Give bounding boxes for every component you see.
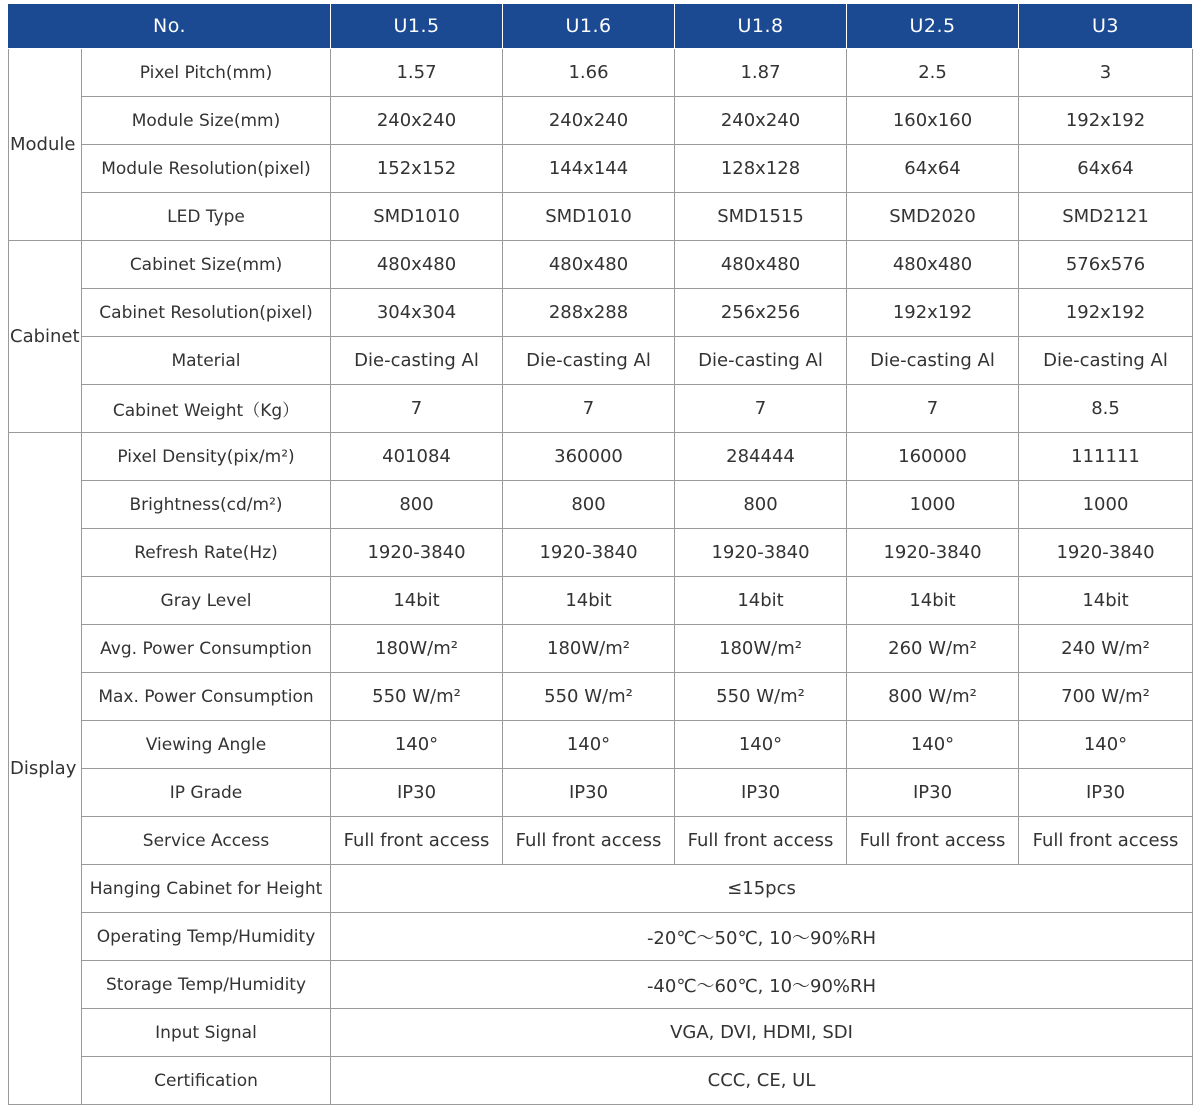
parameter-name: Hanging Cabinet for Height	[82, 865, 331, 913]
table-row	[9, 529, 1193, 577]
value-cell: Die-casting Al	[847, 337, 1019, 385]
spec-body	[9, 49, 1193, 1105]
value-cell: 14bit	[503, 577, 675, 625]
value-cell: SMD1010	[503, 193, 675, 241]
table-row	[9, 673, 1193, 721]
value-cell: 240 W/m²	[1019, 625, 1193, 673]
parameter-name: Cabinet Size(mm)	[82, 241, 331, 289]
parameter-name: Service Access	[82, 817, 331, 865]
value-cell: 3	[1019, 49, 1193, 97]
parameter-name: Brightness(cd/m²)	[82, 481, 331, 529]
table-row	[9, 721, 1193, 769]
value-cell: Full front access	[503, 817, 675, 865]
value-cell: 64x64	[847, 145, 1019, 193]
parameter-name: Avg. Power Consumption	[82, 625, 331, 673]
merged-value-cell: -20℃～50℃, 10～90%RH	[331, 913, 1193, 961]
value-cell: 7	[675, 385, 847, 433]
value-cell: 1920-3840	[331, 529, 503, 577]
value-cell: 304x304	[331, 289, 503, 337]
value-cell: 128x128	[675, 145, 847, 193]
value-cell: 550 W/m²	[503, 673, 675, 721]
value-cell: 140°	[503, 721, 675, 769]
value-cell: 192x192	[847, 289, 1019, 337]
value-cell: 240x240	[331, 97, 503, 145]
value-cell: 1.87	[675, 49, 847, 97]
value-cell: IP30	[847, 769, 1019, 817]
header-model: U1.8	[675, 4, 847, 49]
merged-value-cell: ≤15pcs	[331, 865, 1193, 913]
value-cell: 480x480	[503, 241, 675, 289]
group-label: Cabinet	[9, 241, 82, 433]
table-row	[9, 1057, 1193, 1105]
value-cell: 14bit	[675, 577, 847, 625]
value-cell: 288x288	[503, 289, 675, 337]
value-cell: 550 W/m²	[675, 673, 847, 721]
group-label: Display	[9, 433, 82, 1105]
value-cell: SMD1515	[675, 193, 847, 241]
value-cell: 7	[847, 385, 1019, 433]
parameter-name: Pixel Pitch(mm)	[82, 49, 331, 97]
value-cell: 800 W/m²	[847, 673, 1019, 721]
value-cell: Full front access	[847, 817, 1019, 865]
value-cell: 160x160	[847, 97, 1019, 145]
value-cell: Die-casting Al	[1019, 337, 1193, 385]
value-cell: 14bit	[847, 577, 1019, 625]
value-cell: Die-casting Al	[331, 337, 503, 385]
value-cell: 2.5	[847, 49, 1019, 97]
value-cell: 1920-3840	[503, 529, 675, 577]
value-cell: 180W/m²	[503, 625, 675, 673]
value-cell: 1.66	[503, 49, 675, 97]
value-cell: 144x144	[503, 145, 675, 193]
value-cell: 480x480	[331, 241, 503, 289]
parameter-name: Operating Temp/Humidity	[82, 913, 331, 961]
value-cell: 550 W/m²	[331, 673, 503, 721]
table-row	[9, 1009, 1193, 1057]
group-label: Module	[9, 49, 82, 241]
table-row	[9, 577, 1193, 625]
parameter-name: Module Resolution(pixel)	[82, 145, 331, 193]
table-row	[9, 817, 1193, 865]
value-cell: 152x152	[331, 145, 503, 193]
value-cell: 256x256	[675, 289, 847, 337]
value-cell: 1920-3840	[1019, 529, 1193, 577]
table-row	[9, 625, 1193, 673]
value-cell: IP30	[675, 769, 847, 817]
value-cell: Full front access	[331, 817, 503, 865]
merged-value-cell: CCC, CE, UL	[331, 1057, 1193, 1105]
value-cell: 240x240	[503, 97, 675, 145]
header-model: U3	[1019, 4, 1193, 49]
value-cell: 1000	[847, 481, 1019, 529]
table-row	[9, 241, 1193, 289]
value-cell: 64x64	[1019, 145, 1193, 193]
value-cell: 1.57	[331, 49, 503, 97]
value-cell: IP30	[331, 769, 503, 817]
value-cell: 480x480	[675, 241, 847, 289]
value-cell: SMD1010	[331, 193, 503, 241]
value-cell: 284444	[675, 433, 847, 481]
parameter-name: Certification	[82, 1057, 331, 1105]
value-cell: 140°	[847, 721, 1019, 769]
value-cell: Full front access	[1019, 817, 1193, 865]
value-cell: 1920-3840	[847, 529, 1019, 577]
value-cell: 576x576	[1019, 241, 1193, 289]
value-cell: 800	[675, 481, 847, 529]
value-cell: 7	[503, 385, 675, 433]
parameter-name: Pixel Density(pix/m²)	[82, 433, 331, 481]
value-cell: 14bit	[331, 577, 503, 625]
value-cell: 800	[331, 481, 503, 529]
value-cell: IP30	[1019, 769, 1193, 817]
parameter-name: Max. Power Consumption	[82, 673, 331, 721]
value-cell: 192x192	[1019, 97, 1193, 145]
value-cell: 111111	[1019, 433, 1193, 481]
parameter-name: Gray Level	[82, 577, 331, 625]
value-cell: Die-casting Al	[675, 337, 847, 385]
value-cell: 360000	[503, 433, 675, 481]
value-cell: SMD2020	[847, 193, 1019, 241]
parameter-name: Storage Temp/Humidity	[82, 961, 331, 1009]
table-row	[9, 913, 1193, 961]
value-cell: 240x240	[675, 97, 847, 145]
value-cell: 14bit	[1019, 577, 1193, 625]
value-cell: 1920-3840	[675, 529, 847, 577]
value-cell: 180W/m²	[331, 625, 503, 673]
table-row	[9, 385, 1193, 433]
value-cell: 260 W/m²	[847, 625, 1019, 673]
parameter-name: Cabinet Weight（Kg）	[82, 385, 331, 433]
header-model: U2.5	[847, 4, 1019, 49]
parameter-name: Material	[82, 337, 331, 385]
table-row	[9, 193, 1193, 241]
value-cell: 140°	[1019, 721, 1193, 769]
merged-value-cell: -40℃～60℃, 10～90%RH	[331, 961, 1193, 1009]
value-cell: 480x480	[847, 241, 1019, 289]
value-cell: 401084	[331, 433, 503, 481]
table-row	[9, 97, 1193, 145]
table-row	[9, 769, 1193, 817]
header-no: No.	[9, 4, 331, 49]
spec-table	[8, 4, 1193, 1105]
value-cell: IP30	[503, 769, 675, 817]
value-cell: Full front access	[675, 817, 847, 865]
value-cell: 180W/m²	[675, 625, 847, 673]
header-model: U1.6	[503, 4, 675, 49]
table-row	[9, 433, 1193, 481]
value-cell: 7	[331, 385, 503, 433]
parameter-name: Input Signal	[82, 1009, 331, 1057]
value-cell: 160000	[847, 433, 1019, 481]
merged-value-cell: VGA, DVI, HDMI, SDI	[331, 1009, 1193, 1057]
parameter-name: Cabinet Resolution(pixel)	[82, 289, 331, 337]
value-cell: 800	[503, 481, 675, 529]
header-model: U1.5	[331, 4, 503, 49]
value-cell: 140°	[331, 721, 503, 769]
parameter-name: Viewing Angle	[82, 721, 331, 769]
value-cell: SMD2121	[1019, 193, 1193, 241]
parameter-name: IP Grade	[82, 769, 331, 817]
table-row	[9, 289, 1193, 337]
table-row	[9, 865, 1193, 913]
value-cell: Die-casting Al	[503, 337, 675, 385]
table-row	[9, 145, 1193, 193]
parameter-name: LED Type	[82, 193, 331, 241]
table-row	[9, 337, 1193, 385]
table-row	[9, 481, 1193, 529]
parameter-name: Module Size(mm)	[82, 97, 331, 145]
value-cell: 700 W/m²	[1019, 673, 1193, 721]
parameter-name: Refresh Rate(Hz)	[82, 529, 331, 577]
header-row	[9, 4, 1193, 49]
table-row	[9, 49, 1193, 97]
value-cell: 192x192	[1019, 289, 1193, 337]
table-row	[9, 961, 1193, 1009]
value-cell: 140°	[675, 721, 847, 769]
value-cell: 8.5	[1019, 385, 1193, 433]
value-cell: 1000	[1019, 481, 1193, 529]
